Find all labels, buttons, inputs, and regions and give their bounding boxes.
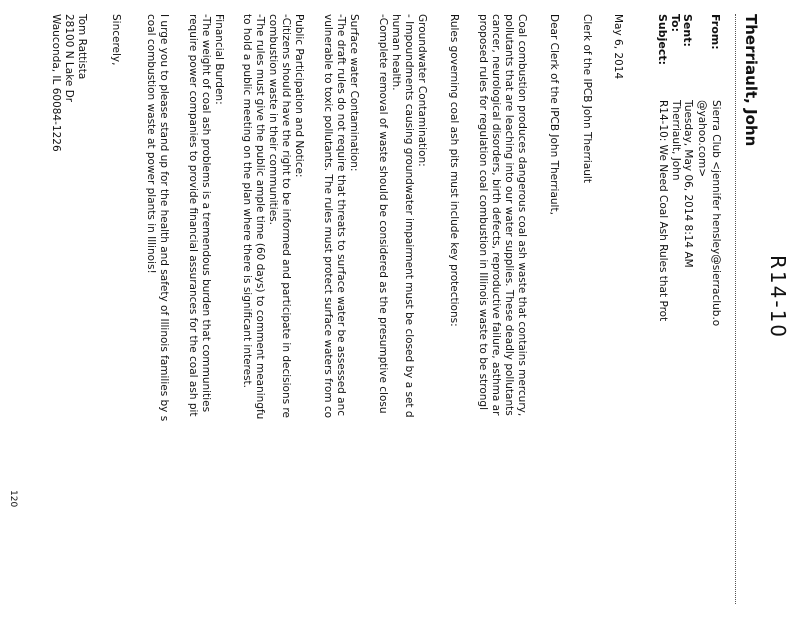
closing-line-2: coal combustion waste at power plants in Illinois!	[145, 14, 157, 274]
to-label: To:	[669, 14, 682, 32]
public-participation-heading: Public Participation and Notice:	[293, 14, 305, 178]
from-label: From:	[709, 14, 722, 50]
financial-burden-heading: Financial Burden:	[213, 14, 225, 105]
financial-burden-line-2: require power companies to provide financial assurances for the coal ash pit	[187, 14, 199, 417]
subject-value: R14-10: We Need Coal Ash Rules that Prot	[657, 100, 669, 322]
to-value: Therriault, John	[670, 100, 682, 181]
public-participation-line-1: -Citizens should have the right to be informed and participate in decisions re	[280, 14, 292, 418]
from-value: Sierra Club <jennifer hensley@sierraclub.o	[710, 100, 722, 327]
groundwater-heading: Groundwater Contamination:	[416, 14, 428, 167]
public-participation-line-2: combustion waste in their communities.	[267, 14, 279, 225]
signature-city: Wauconda, IL 60084-1226	[50, 14, 62, 152]
groundwater-line-3: -Complete removal of waste should be considered as the presumptive closu	[377, 14, 389, 414]
surface-water-line-2: vulnerable to toxic pollutants. The rules must protect surface waters from co	[322, 14, 334, 419]
surface-water-heading: Surface water Contamination:	[348, 14, 360, 172]
sent-value: Tuesday, May 06, 2014 8:14 AM	[682, 100, 694, 268]
public-participation-line-4: to hold a public meeting on the plan where there is significant interest.	[241, 14, 253, 389]
signature-name: Tom Rattista	[76, 14, 88, 80]
letter-date: May 6, 2014	[612, 14, 624, 80]
from-value-cont: @yahoo.com>	[696, 100, 708, 178]
public-participation-line-3: -The rules must give the public ample time (60 days) to comment meaningfu	[254, 14, 266, 420]
page-number: 120	[8, 490, 18, 508]
signature-street: 28100 N Lake Dr	[63, 14, 75, 103]
financial-burden-line-1: -The weight of coal ash problems is a tremendous burden that communities	[200, 14, 212, 413]
signoff: Sincerely,	[110, 14, 122, 66]
addressee: Clerk of the IPCB John Therriault	[581, 14, 593, 183]
intro-line-4: proposed rules for regulation coal combustion in Illinois waste to be strongl	[477, 14, 489, 410]
groundwater-line-2: human health.	[390, 14, 402, 91]
surface-water-line-1: -The draft rules do not require that threats to surface water be assessed anc	[335, 14, 347, 417]
docket-number: R14-10	[766, 255, 790, 340]
intro-line-1: Coal combustion produces dangerous coal ash waste that contains mercury,	[516, 14, 528, 417]
recipient-name: Therriault, John	[742, 14, 760, 147]
groundwater-line-1: - Impoundments causing groundwater impairment must be closed by a set d	[403, 14, 415, 418]
intro-line-2: pollutants that are leaching into our water supplies. These deadly pollutants	[503, 14, 515, 416]
subject-label: Subject:	[656, 14, 669, 66]
header-divider	[735, 14, 736, 604]
rules-intro: Rules governing coal ash pits must include key protections:	[448, 14, 460, 327]
sent-label: Sent:	[681, 14, 694, 47]
salutation: Dear Clerk of the IPCB John Therriault,	[548, 14, 560, 215]
closing-line-1: I urge you to please stand up for the health and safety of Illinois families by s	[158, 14, 170, 422]
intro-line-3: cancer, neurological disorders, birth defects, reproductive failure, asthma ar	[490, 14, 502, 416]
